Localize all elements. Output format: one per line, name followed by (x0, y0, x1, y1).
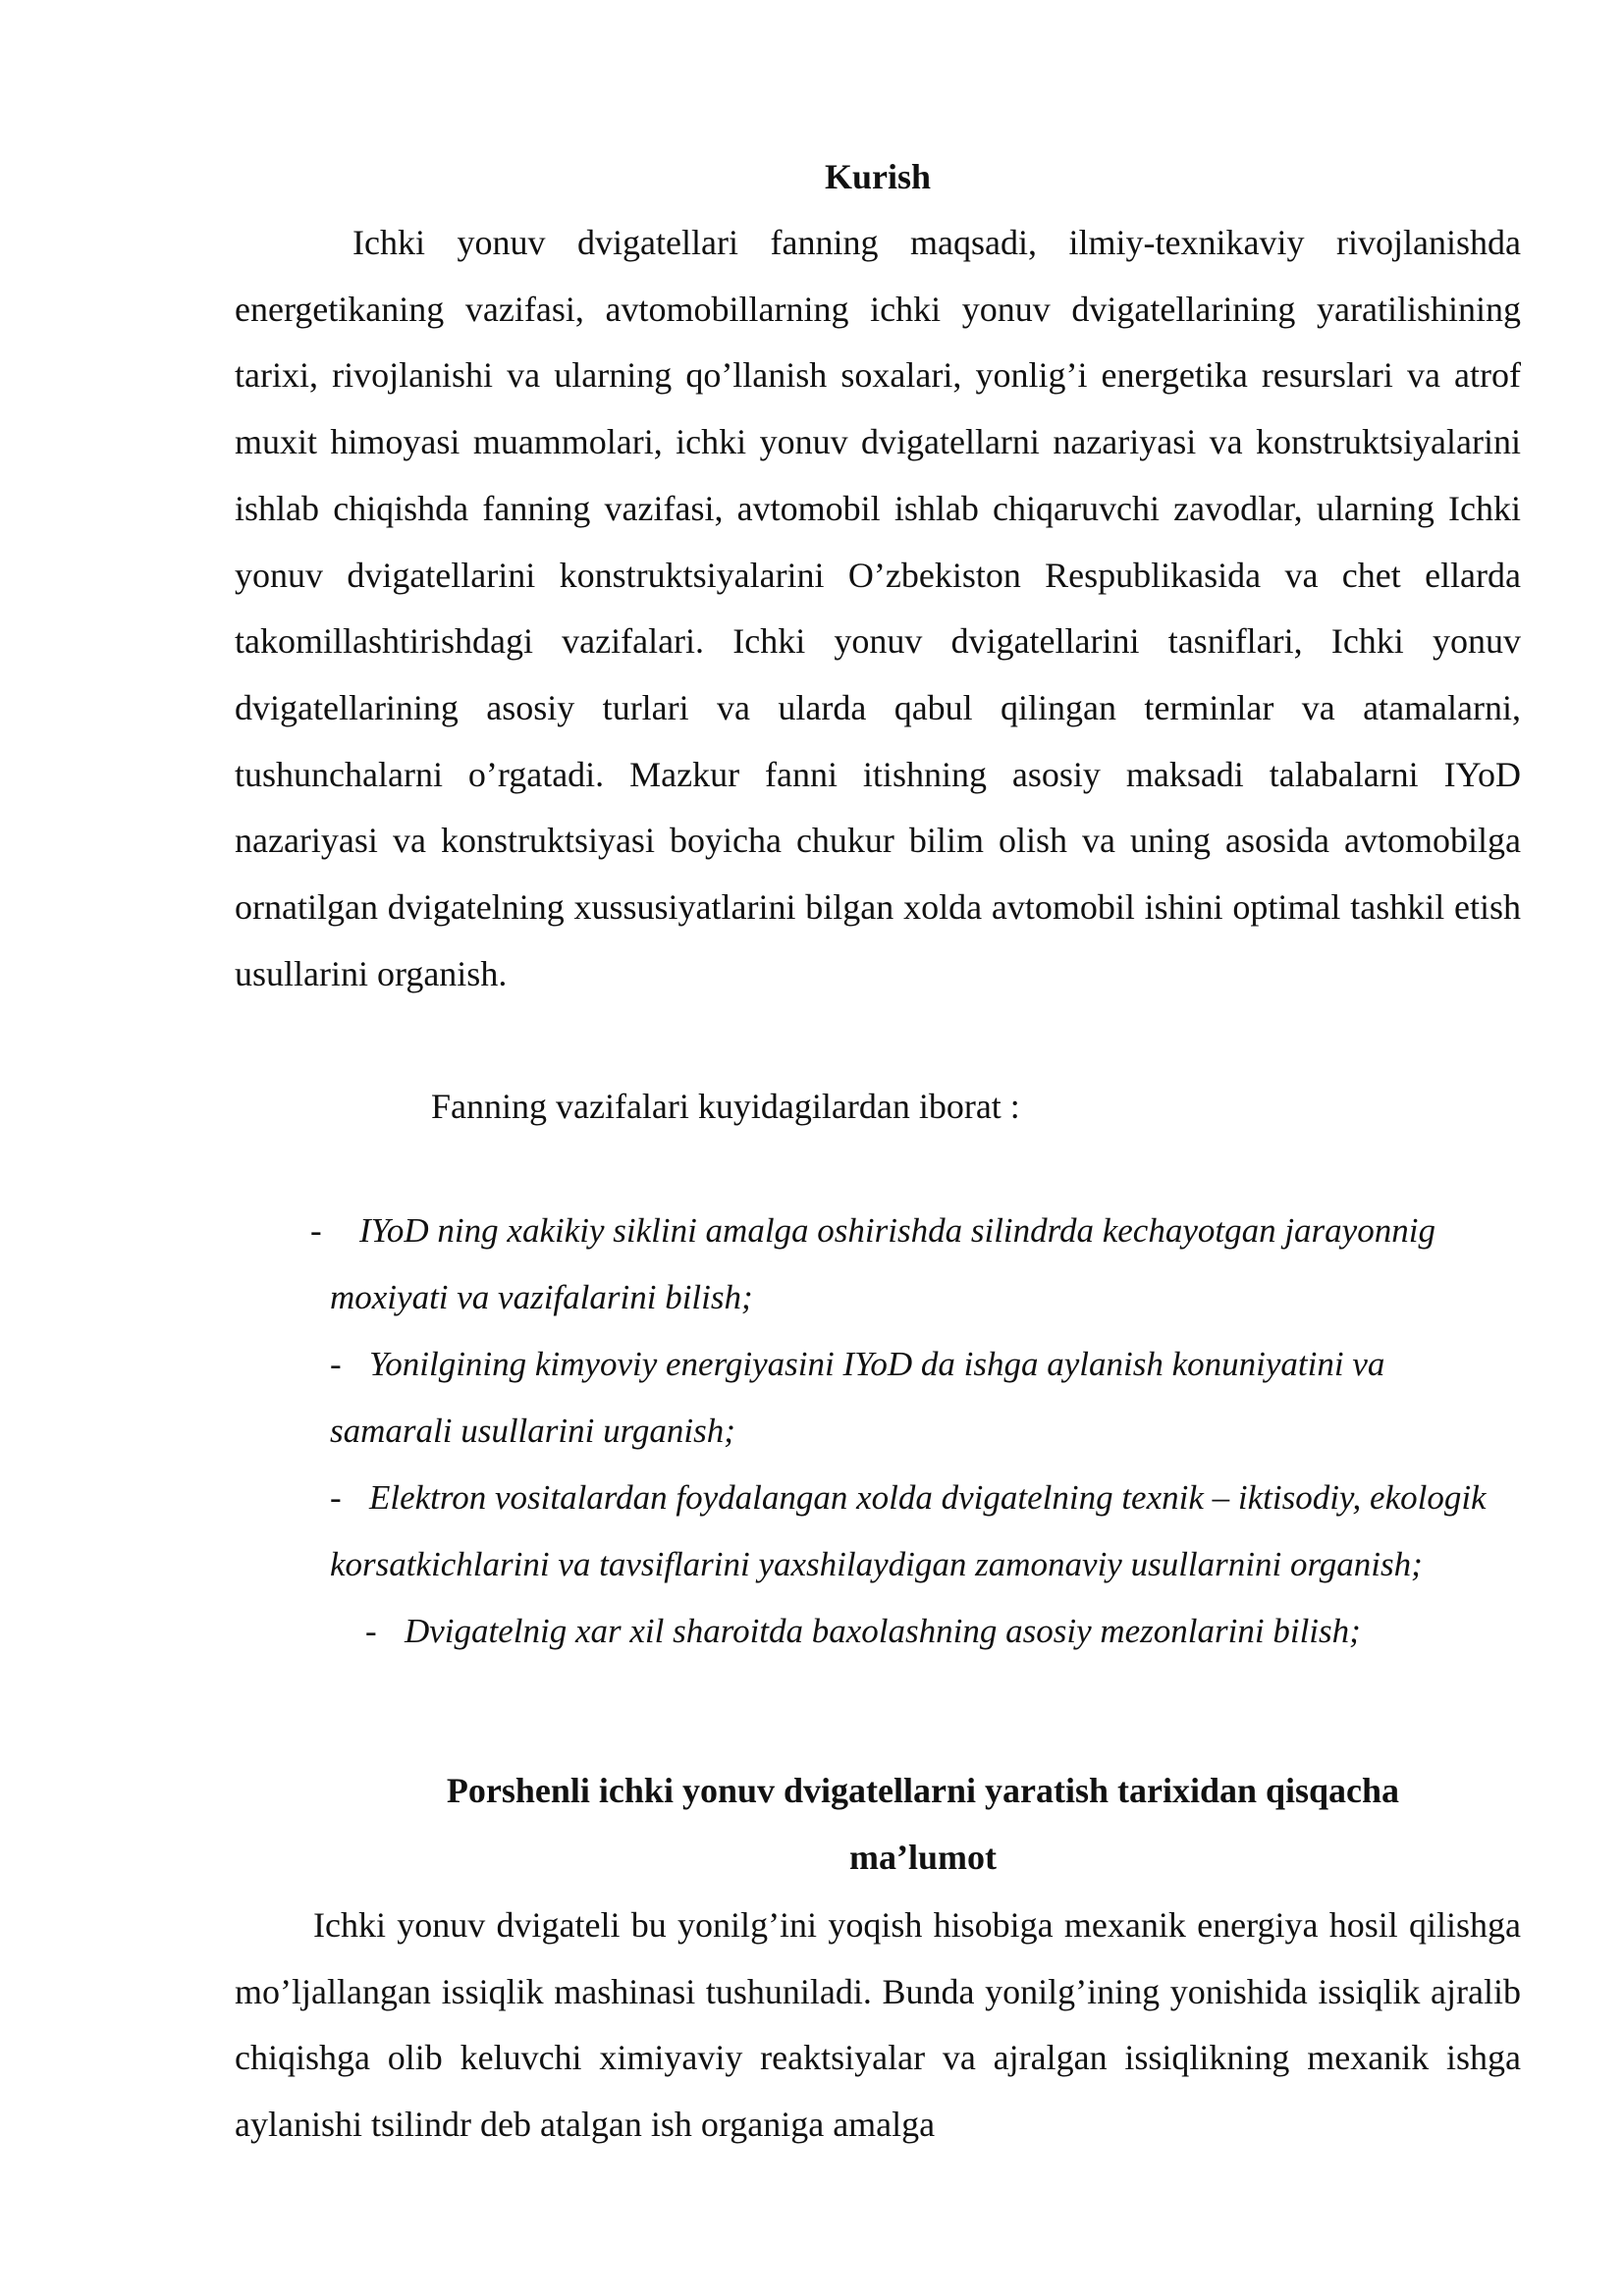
intro-paragraph: Ichki yonuv dvigatellari fanning maqsadi, ilmiy-texnikaviy rivojlanishda energetikaning vazifasi, avtomobillarning ichki yonuv dvigatellarining yaratilishining tarixi, rivojlanishi va ularning qo’llanish soxalari, yonlig’i energetika resurslari va atrof muxit himoyasi muammolari, ichki yonuv dvigatellarni nazariyasi va konstruktsiyalarini ishlab chiqishda fanning vazifasi, avtomobil ishlab chiqaruvchi zavodlar, ularning Ichki yonuv dvigatellarini konstruktsiyalarini O’zbekiston Respublikasida va chet ellarda takomillashtirishdagi vazifalari. Ichki yonuv dvigatellarini tasniflari, Ichki yonuv dvigatellarining asosiy turlari va ularda qabul qilingan terminlar va atamalarni, tushunchalarni o’rgatadi. Mazkur fanni itishning asosiy maksadi talabalarni IYoD nazariyasi va konstruktsiyasi boyicha chukur bilim olish va uning asosida avtomobilga ornatilgan dvigatelning xussusiyatlarini bilgan xolda avtomobil ishini optimal tashkil etish usullarini organish. (235, 223, 1521, 993)
list-dash: - (330, 1478, 342, 1517)
section-heading: Porshenli ichki yonuv dvigatellarni yaratish tarixidan qisqacha ma’lumot (446, 1771, 1400, 1877)
tasks-list (310, 1198, 1508, 1665)
task-text: Yonilgining kimyoviy energiyasini IYoD da ishga aylanish konuniyatini va samarali usullarini urganish; (330, 1345, 1385, 1450)
task-item (330, 1331, 1508, 1465)
list-dash: - (365, 1612, 377, 1650)
list-dash: - (330, 1345, 342, 1383)
task-text: Dvigatelnig xar xil sharoitda baxolashning asosiy mezonlarini bilish; (405, 1612, 1361, 1650)
document-title: Kurish (824, 157, 932, 196)
list-dash: - (310, 1211, 322, 1250)
task-text: IYoD ning xakikiy siklini amalga oshirishda silindrda kechayotgan jarayonnig moxiyati va vazifalarini bilish; (330, 1211, 1435, 1316)
task-item (330, 1465, 1508, 1598)
task-item (330, 1598, 1508, 1665)
section-paragraph: Ichki yonuv dvigateli bu yonilg’ini yoqish hisobiga mexanik energiya hosil qilishga mo’ljallangan issiqlik mashinasi tushuniladi. Bunda yonilg’ining yonishida issiqlik ajralib chiqishga olib keluvchi ximiyaviy reaktsiyalar va ajralgan issiqlikning mexanik ishga aylanishi tsilindr deb atalgan ish organiga amalga (235, 1905, 1521, 2145)
task-text: Elektron vositalardan foydalangan xolda dvigatelning texnik – iktisodiy, ekologik korsatkichlarini va tavsiflarini yaxshilaydigan zamonaviy usullarnini organish; (330, 1478, 1487, 1583)
tasks-heading: Fanning vazifalari kuyidagilardan iborat : (431, 1087, 1020, 1126)
task-item (310, 1198, 1508, 1331)
